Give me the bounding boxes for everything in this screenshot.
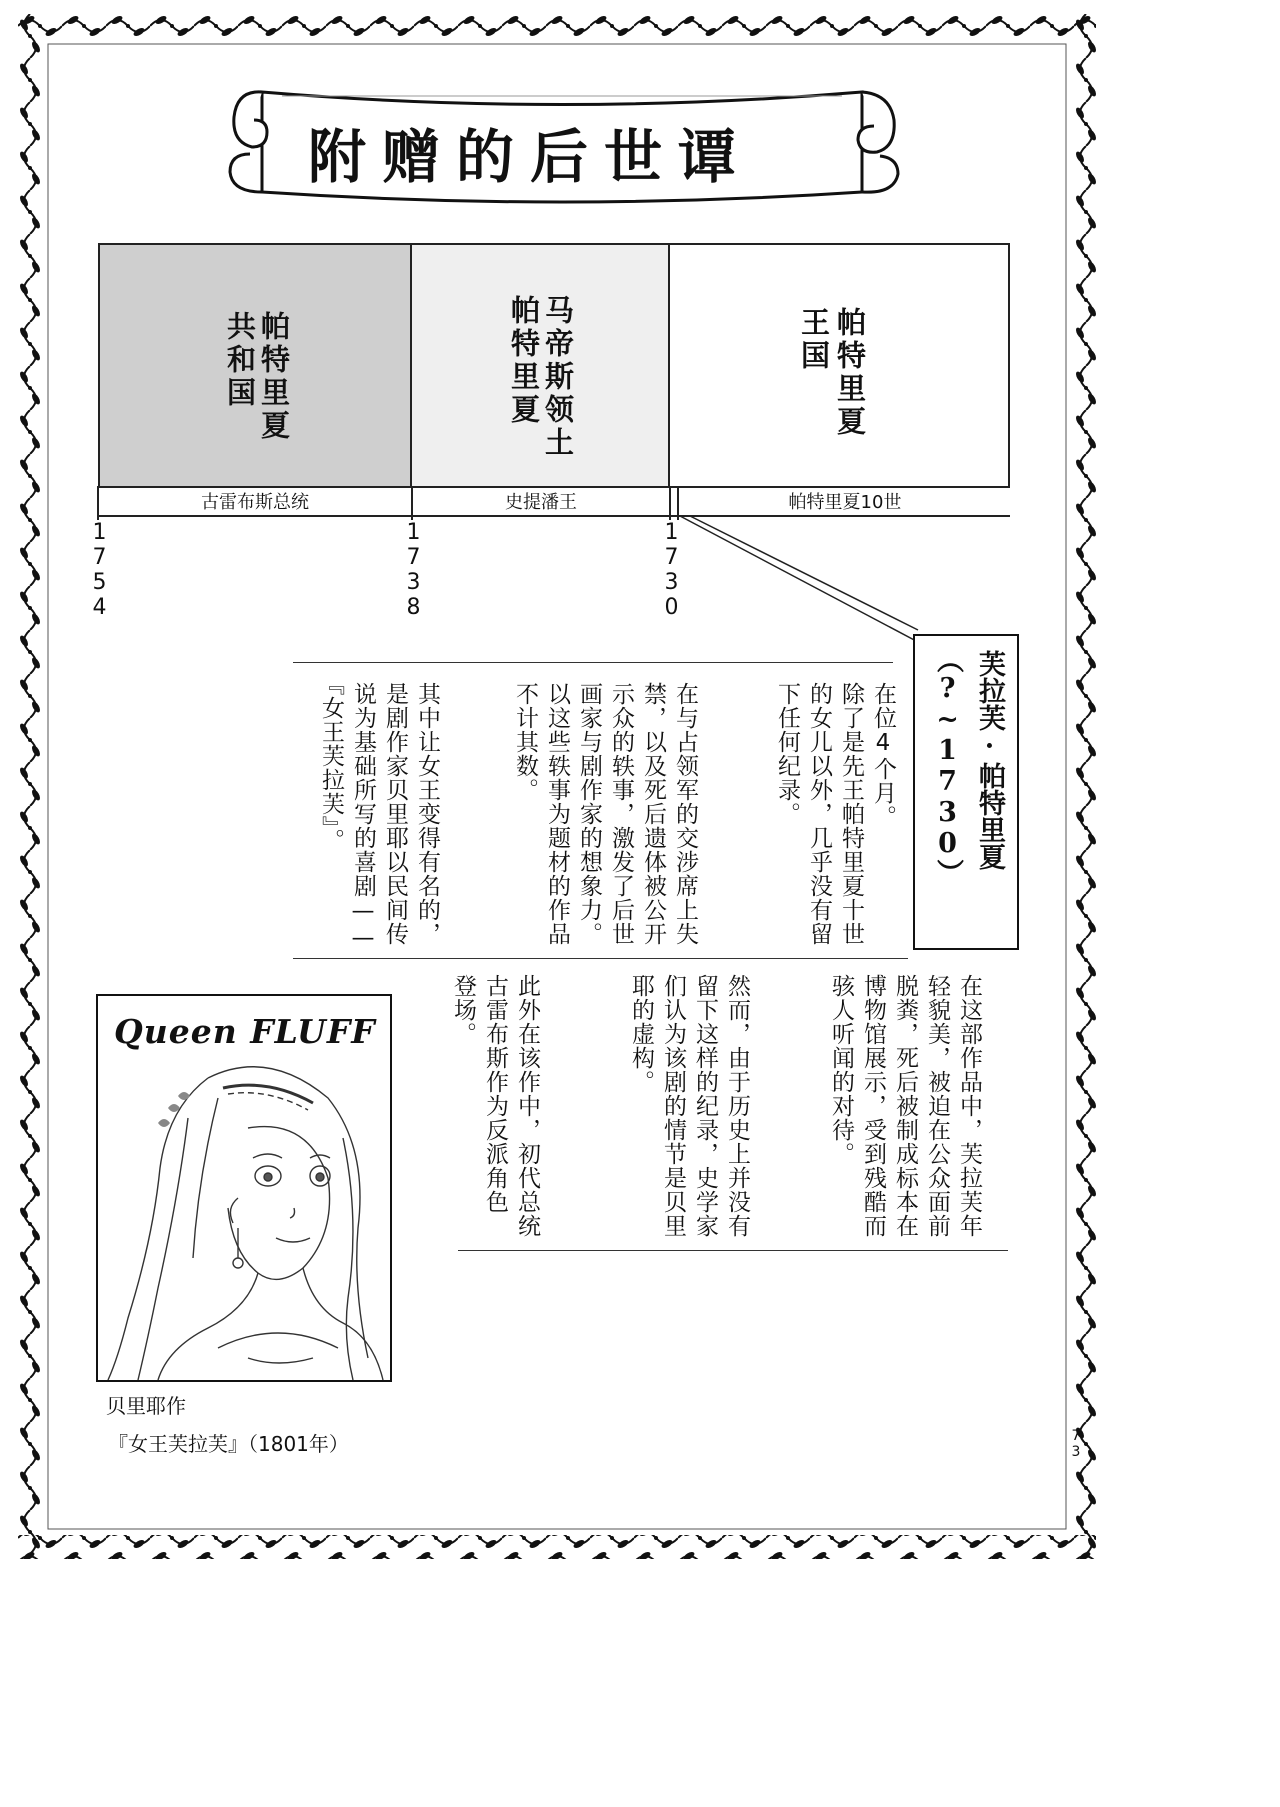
page-number: 73	[1068, 1428, 1084, 1460]
period-label-kingdom-line2: 王国	[797, 307, 831, 373]
period-label-territory-line2: 帕特里夏	[507, 295, 541, 427]
period-cell-kingdom	[668, 243, 1010, 488]
ruler-label-patricia-x: 帕特里夏10世	[788, 492, 902, 513]
poster-title: Queen FLUFF	[114, 1012, 376, 1051]
year-1738: 1738	[401, 520, 426, 620]
callout-name: 芙拉芙·帕特里夏	[974, 650, 1005, 870]
text-column: 在位4个月。	[870, 682, 896, 829]
poster-caption-author: 贝里耶作	[106, 1394, 186, 1418]
text-column: 留下这样的纪录，史学家	[692, 974, 718, 1238]
text-column: 下任何纪录。	[774, 682, 800, 826]
poster-caption-title: 『女王芙拉芙』（1801年）	[108, 1432, 349, 1456]
period-label-republic-line1: 帕特里夏	[257, 311, 291, 443]
text-column: 说为基础所写的喜剧——	[350, 682, 376, 952]
section-divider-bottom	[458, 1250, 1008, 1251]
period-cell-republic	[98, 243, 412, 488]
period-cell-madis-territory	[410, 243, 670, 488]
text-column: 其中让女王变得有名的，	[414, 682, 440, 946]
period-label-republic-line2: 共和国	[223, 311, 257, 410]
text-column: 耶的虚构。	[628, 974, 654, 1094]
period-label-territory-line1: 马帝斯领土	[541, 295, 575, 460]
text-column: 禁，以及死后遗体被公开	[640, 682, 666, 946]
text-column: 在与占领军的交涉席上失	[672, 682, 698, 946]
callout-pointer	[676, 514, 926, 654]
ruler-label-stepan: 史提潘王	[505, 492, 577, 513]
text-column: 古雷布斯作为反派角色	[482, 974, 508, 1214]
text-column: 在这部作品中，芙拉芙年	[956, 974, 982, 1238]
ruler-label-grebs: 古雷布斯总统	[201, 492, 309, 513]
text-column: 的女儿以外，几乎没有留	[806, 682, 832, 946]
text-column: 骇人听闻的对待。	[828, 974, 854, 1166]
text-column: 轻貌美，被迫在公众面前	[924, 974, 950, 1238]
text-column: 登场。	[450, 974, 476, 1046]
queen-portrait-illustration	[98, 1058, 390, 1380]
text-column: 然而，由于历史上并没有	[724, 974, 750, 1238]
text-column: 们认为该剧的情节是贝里	[660, 974, 686, 1238]
text-column: 不计其数。	[512, 682, 538, 802]
text-column: 是剧作家贝里耶以民间传	[382, 682, 408, 946]
section-divider-middle	[293, 958, 908, 959]
page-title: 附赠的后世谭	[307, 123, 752, 191]
text-column: 示众的轶事，激发了后世	[608, 682, 634, 946]
callout-dates: （?~1730）	[932, 646, 963, 886]
period-label-kingdom-line1: 帕特里夏	[833, 307, 867, 439]
text-column: 『女王芙拉芙』。	[318, 672, 344, 853]
year-1730: 1730	[659, 520, 684, 620]
text-column: 脱粪，死后被制成标本在	[892, 974, 918, 1238]
queen-fluff-poster	[96, 994, 392, 1382]
text-column: 博物馆展示，受到残酷而	[860, 974, 886, 1238]
text-column: 此外在该作中，初代总统	[514, 974, 540, 1238]
year-1754: 1754	[87, 520, 112, 620]
text-column: 除了是先王帕特里夏十世	[838, 682, 864, 946]
text-column: 以这些轶事为题材的作品	[544, 682, 570, 946]
section-divider-top	[293, 662, 893, 663]
text-column: 画家与剧作家的想象力。	[576, 682, 602, 946]
callout-box	[913, 634, 1019, 950]
